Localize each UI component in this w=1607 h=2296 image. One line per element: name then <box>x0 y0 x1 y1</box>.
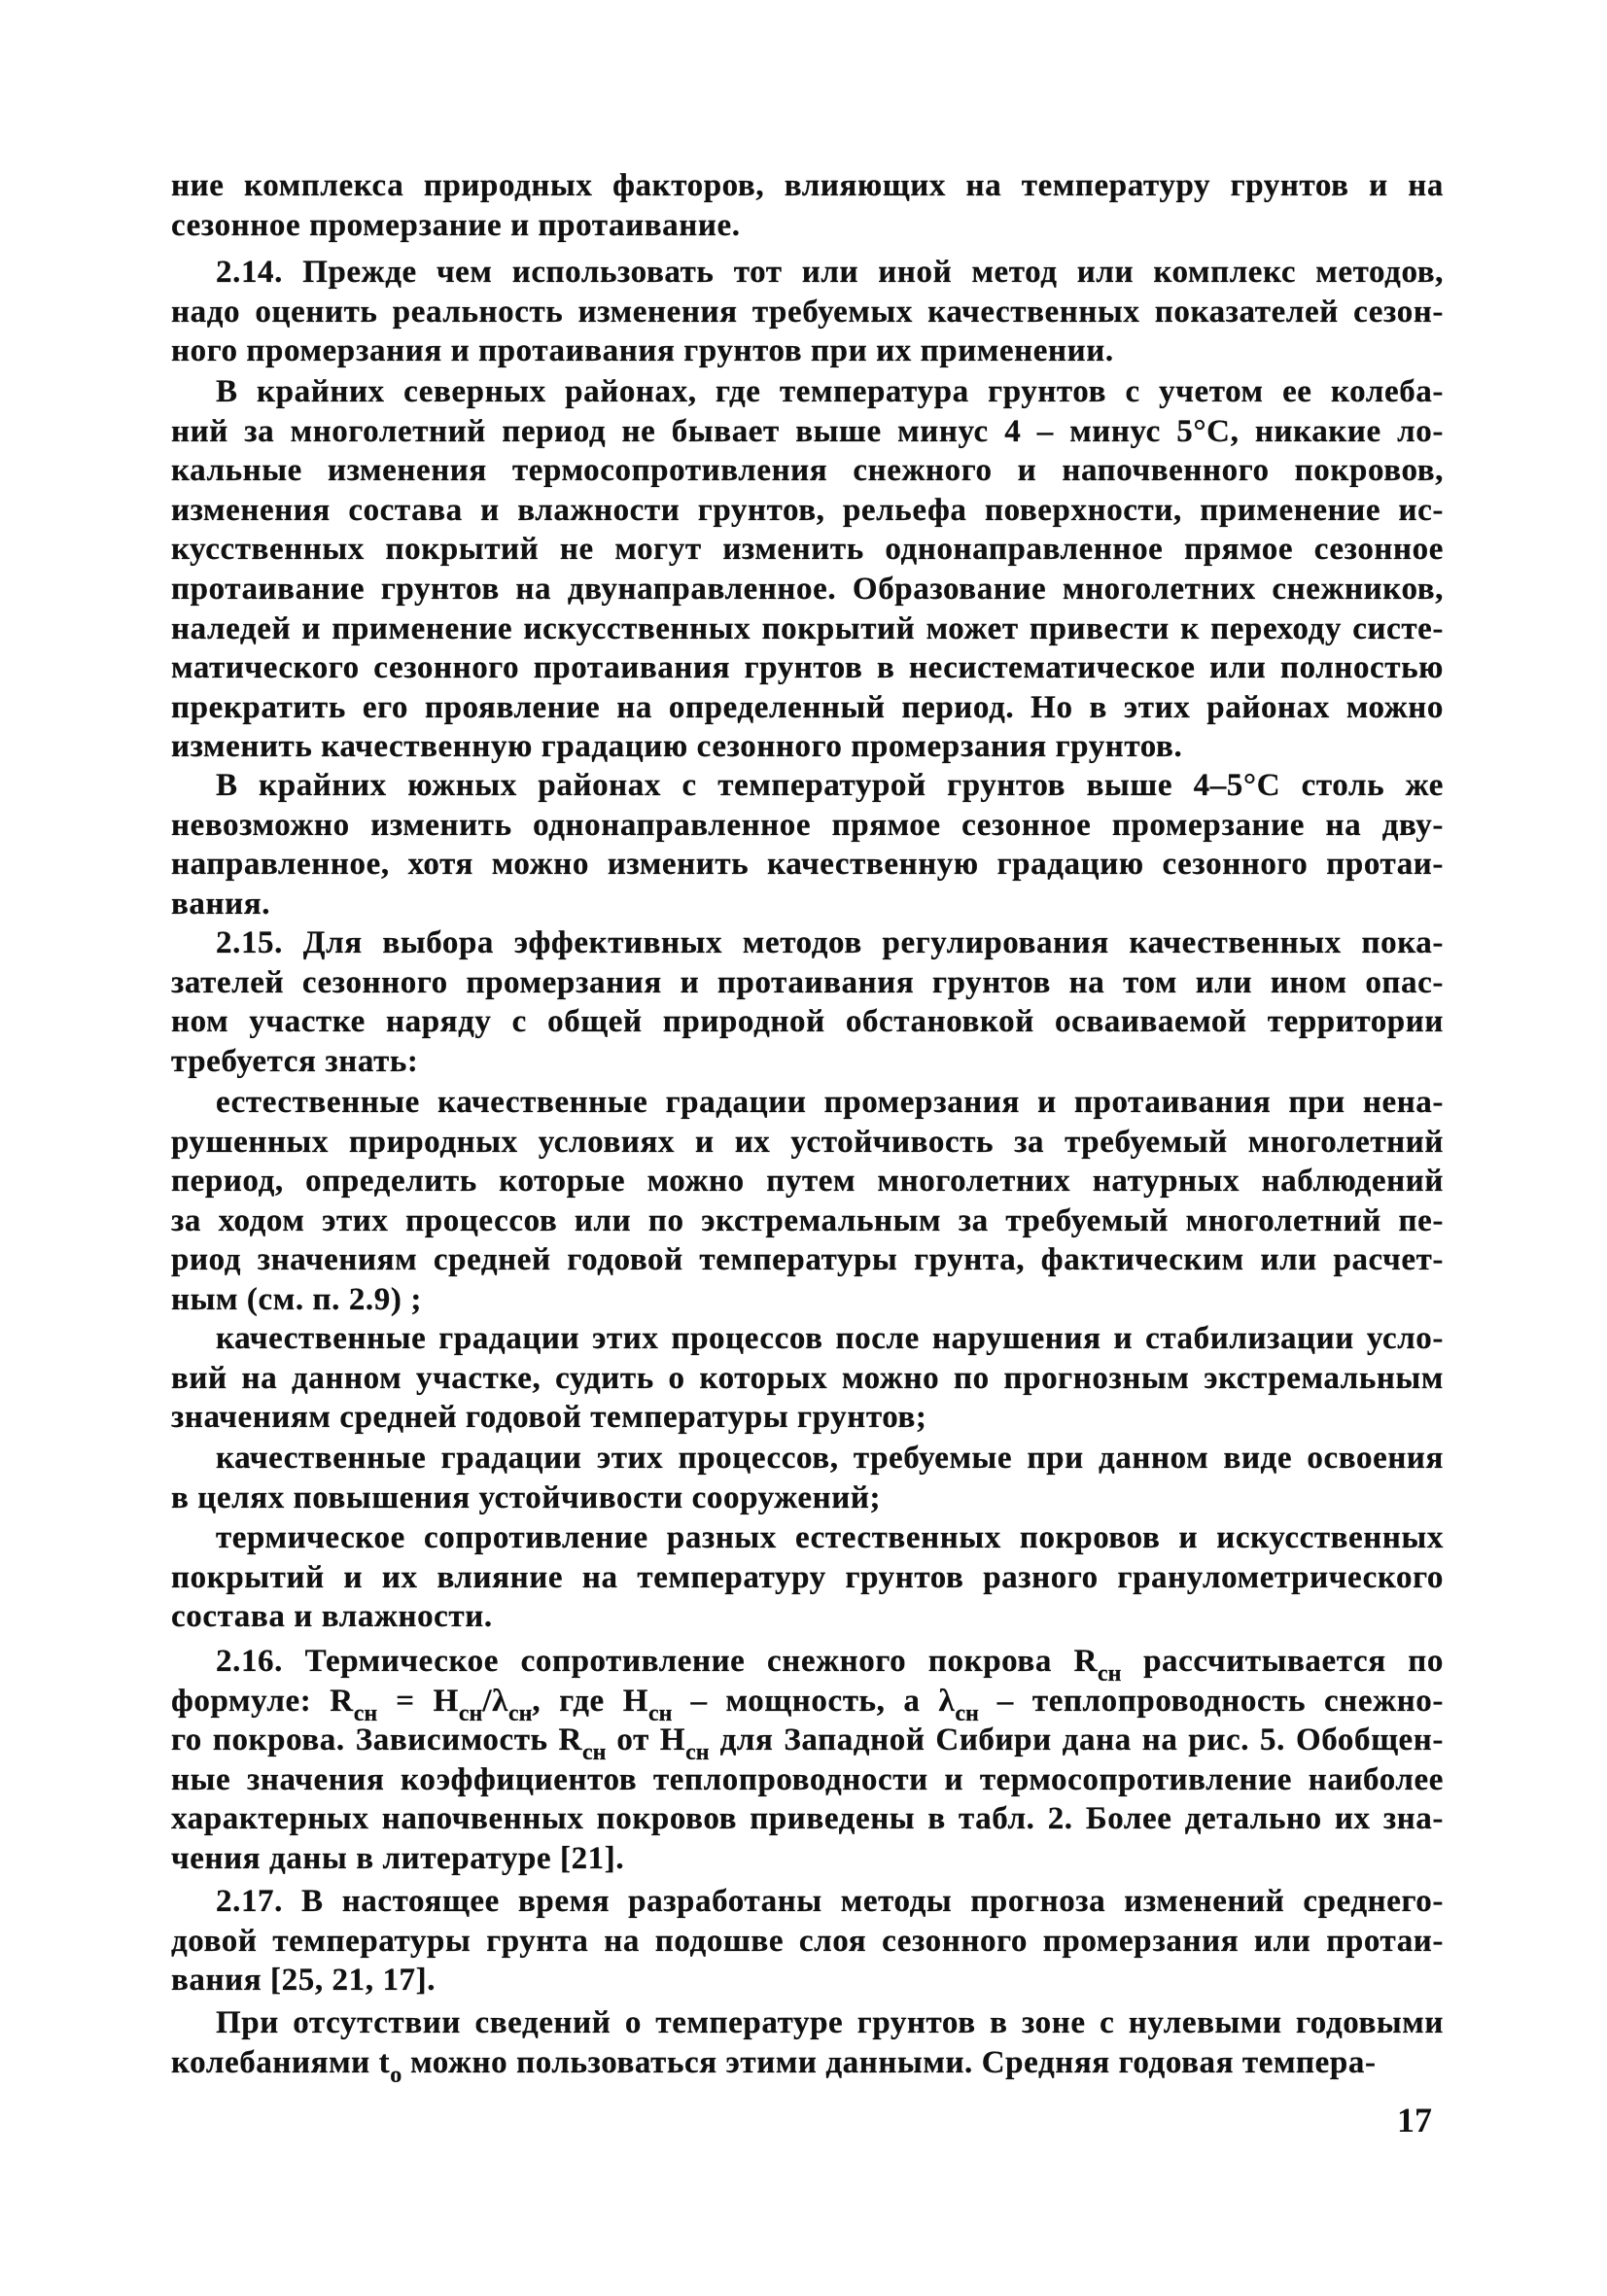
text-line <box>171 1961 1444 2000</box>
text-line <box>171 1319 1444 1359</box>
text-line <box>171 766 1444 806</box>
paragraph <box>171 766 1444 923</box>
text-segment: рушенных природных условиях и их устойчивость за требуемый многолетний <box>171 1124 1444 1160</box>
paragraph <box>171 253 1444 371</box>
text-segment: период, определить которые можно путем многолетних натурных наблюдений <box>171 1164 1444 1200</box>
text-line <box>171 648 1444 688</box>
text-segment: довой температуры грунта на подошве слоя сезонного промерзания или протаи- <box>171 1923 1444 1959</box>
text-segment: в целях повышения устойчивости сооружений; <box>171 1479 882 1515</box>
text-line <box>171 2003 1444 2043</box>
text-line <box>171 1682 1445 1726</box>
text-segment: вания [25, 21, 17]. <box>171 1963 437 1999</box>
text-segment: Прежде чем использовать тот или иной метод или комплекс методов, <box>283 255 1444 290</box>
text-segment: риод значениям средней годовой температуры грунта, фактическим или расчет- <box>171 1242 1444 1278</box>
subscript: сн <box>1098 1661 1122 1687</box>
text-line <box>171 963 1444 1003</box>
text-line <box>171 1162 1444 1201</box>
text-line <box>171 2043 1444 2088</box>
text-segment: состава и влажности. <box>171 1599 493 1635</box>
text-segment: невозможно изменить однонаправленное прямое сезонное промерзание на дву- <box>171 807 1444 843</box>
text-line <box>171 1280 1444 1320</box>
text-line <box>171 1240 1444 1280</box>
text-segment: характерных напочвенных покровов приведены в табл. 2. Более детально их зна- <box>171 1801 1444 1837</box>
text-segment: матического сезонного протаивания грунтов в несистематическое или полностью <box>171 650 1444 686</box>
text-line <box>171 372 1444 412</box>
text-segment: для Западной Сибири дана на рис. 5. Обобщен- <box>709 1722 1445 1758</box>
text-line <box>171 1799 1444 1839</box>
text-segment: ного промерзания и протаивания грунтов при их применении. <box>171 333 1114 369</box>
text-segment: – мощность, а λ <box>672 1683 956 1719</box>
text-line <box>171 1642 1444 1687</box>
text-segment: – теплопроводность снежно- <box>978 1683 1445 1719</box>
text-segment: Термическое сопротивление снежного покрова R <box>283 1644 1098 1679</box>
text-segment: требуется знать: <box>171 1043 419 1079</box>
text-segment: изменения состава и влажности грунтов, рельефа поверхности, применение ис- <box>171 492 1444 528</box>
text-line <box>171 570 1444 609</box>
text-line <box>171 530 1444 570</box>
text-line <box>171 1201 1444 1241</box>
text-line <box>171 206 1444 246</box>
paragraph <box>171 1518 1444 1637</box>
text-segment: надо оценить реальность изменения требуемых качественных показателей сезон- <box>171 294 1444 330</box>
text-line <box>171 491 1444 531</box>
text-segment: В настоящее время разработаны методы прогноза изменений среднего- <box>283 1884 1444 1919</box>
text-segment: протаивание грунтов на двунаправленное. Образование многолетних снежников, <box>171 571 1444 607</box>
text-line <box>171 166 1444 206</box>
paragraph <box>171 1319 1444 1438</box>
text-line <box>171 1359 1444 1399</box>
section-number: 2.17. <box>216 1884 283 1919</box>
text-line <box>171 885 1444 924</box>
text-segment: от H <box>606 1722 686 1758</box>
text-segment: изменить качественную градацию сезонного промерзания грунтов. <box>171 729 1183 765</box>
subscript: сн <box>581 1740 607 1766</box>
text-line <box>171 1042 1444 1082</box>
text-line <box>171 923 1444 963</box>
text-line <box>171 1518 1444 1558</box>
text-segment: сезонное промерзание и протаивание. <box>171 207 741 243</box>
text-segment: за ходом этих процессов или по экстремальным за требуемый многолетний пе- <box>171 1202 1444 1238</box>
text-segment: , где H <box>532 1683 648 1719</box>
section-number: 2.14. <box>216 255 283 290</box>
text-segment: В крайних южных районах с температурой грунтов выше 4–5°С столь же <box>216 768 1444 803</box>
text-segment: ние комплекса природных факторов, влияющих на температуру грунтов и на <box>171 168 1444 203</box>
text-segment: го покрова. Зависимость R <box>171 1722 582 1758</box>
text-segment: ний за многолетний период не бывает выше минус 4 – минус 5°С, никакие ло- <box>171 413 1444 449</box>
text-line <box>171 253 1444 293</box>
text-line <box>171 1760 1444 1800</box>
subscript: сн <box>458 1700 483 1726</box>
text-segment: зателей сезонного промерзания и протаивания грунтов на том или ином опас- <box>171 964 1444 1000</box>
subscript: сн <box>507 1700 533 1726</box>
text-segment: формуле: R <box>171 1683 354 1719</box>
paragraph <box>171 2003 1444 2088</box>
subscript: сн <box>955 1700 979 1726</box>
text-line <box>171 1597 1444 1637</box>
text-line <box>171 1002 1444 1042</box>
text-line <box>171 1882 1444 1922</box>
text-line <box>171 1439 1444 1478</box>
paragraph <box>171 1439 1444 1517</box>
text-segment: термическое сопротивление разных естественных покровов и искусственных <box>216 1520 1444 1555</box>
text-segment: кусственных покрытий не могут изменить однонаправленное прямое сезонное <box>171 532 1444 568</box>
subscript: сн <box>648 1700 673 1726</box>
section-number: 2.16. <box>216 1644 283 1679</box>
text-line <box>171 609 1444 649</box>
text-line <box>171 688 1444 728</box>
text-line <box>171 845 1444 885</box>
text-segment: /λ <box>482 1683 508 1719</box>
text-segment: прекратить его проявление на определенный период. Но в этих районах можно <box>171 689 1444 725</box>
text-line <box>171 1123 1444 1163</box>
text-segment: ные значения коэффициентов теплопроводности и термосопротивление наиболее <box>171 1761 1444 1797</box>
text-segment: наледей и применение искусственных покрытий может привести к переходу систе- <box>171 610 1444 646</box>
paragraph <box>171 1882 1444 2000</box>
text-line <box>171 451 1444 491</box>
text-segment: Для выбора эффективных методов регулирования качественных пока- <box>283 925 1444 960</box>
text-segment: рассчитывается по <box>1121 1644 1444 1679</box>
text-segment: естественные качественные градации промерзания и протаивания при нена- <box>216 1085 1444 1120</box>
text-segment: ным (см. п. 2.9) ; <box>171 1281 422 1317</box>
text-line <box>171 1721 1445 1766</box>
section-number: 2.15. <box>216 925 283 960</box>
text-segment: колебаниями t <box>171 2044 391 2080</box>
text-line <box>171 1922 1444 1962</box>
text-line <box>171 727 1444 767</box>
text-segment: направленное, хотя можно изменить качественную градацию сезонного протаи- <box>171 847 1444 883</box>
paragraph <box>171 923 1444 1081</box>
text-segment: значениям средней годовой температуры грунтов; <box>171 1400 927 1436</box>
text-segment: чения даны в литературе [21]. <box>171 1840 625 1876</box>
text-line <box>171 331 1444 371</box>
text-segment: В крайних северных районах, где температура грунтов с учетом ее колеба- <box>216 374 1444 409</box>
paragraph <box>171 166 1444 245</box>
text-line <box>171 1083 1444 1123</box>
text-segment: вания. <box>171 886 271 922</box>
paragraph <box>171 372 1444 767</box>
text-segment: можно пользоваться этими данными. Средняя годовая темпера- <box>402 2044 1377 2080</box>
text-line <box>171 806 1444 846</box>
text-line <box>171 1398 1444 1438</box>
page-number: 17 <box>1397 2101 1432 2139</box>
text-segment: При отсутствии сведений о температуре грунтов в зоне с нулевыми годовыми <box>216 2005 1444 2040</box>
text-line <box>171 1839 1444 1879</box>
text-segment: покрытий и их влияние на температуру грунтов разного гранулометрического <box>171 1559 1444 1595</box>
text-segment: качественные градации этих процессов после нарушения и стабилизации усло- <box>216 1321 1444 1356</box>
text-segment: = H <box>377 1683 459 1719</box>
paragraph <box>171 1642 1444 1879</box>
paragraph <box>171 1083 1444 1320</box>
text-line <box>171 412 1444 452</box>
subscript: сн <box>353 1700 378 1726</box>
subscript: сн <box>685 1740 710 1766</box>
text-segment: качественные градации этих процессов, требуемые при данном виде освоения <box>216 1441 1444 1476</box>
text-line <box>171 1558 1444 1598</box>
text-segment: вий на данном участке, судить о которых можно по прогнозным экстремальным <box>171 1360 1444 1396</box>
text-line <box>171 293 1444 332</box>
text-segment: ном участке наряду с общей природной обстановкой осваиваемой территории <box>171 1004 1444 1040</box>
subscript: о <box>390 2062 402 2088</box>
text-segment: кальные изменения термосопротивления снежного и напочвенного покровов, <box>171 453 1444 489</box>
text-line <box>171 1478 1444 1518</box>
